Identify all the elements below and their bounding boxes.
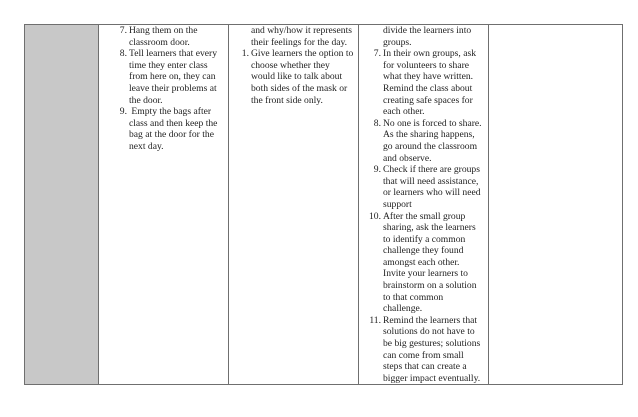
list-item: 9. Empty the bags after class and then keep the bag at the door for the next day. (119, 106, 220, 152)
activity-cell-1 (99, 25, 229, 385)
label-cell (25, 25, 99, 385)
lesson-table (24, 24, 623, 385)
list-item: 1. Give learners the option to choose whether they would like to talk about both sides of the mask or the front side only. (241, 48, 354, 106)
activity-cell-3 (359, 25, 489, 385)
list-item: 9. Check if there are groups that will need assistance, or learners who will need support (373, 164, 481, 210)
table-row (25, 25, 623, 385)
steps-list (365, 25, 484, 384)
list-item: 7. Hang them on the classroom door. (119, 25, 198, 48)
steps-list (233, 25, 354, 106)
list-item: 11. Remind the learners that solutions do not have to be big gestures; solutions can come from small steps that can create a bigger impact eventually. (369, 314, 481, 384)
list-item-continued: and why/how it represents their feelings for the day. (251, 25, 352, 48)
steps-list (111, 25, 224, 153)
list-item-continued: divide the learners into groups. (383, 25, 472, 48)
list-item: 8. No one is forced to share. As the sharing happens, go around the classroom and observe. (373, 117, 482, 164)
list-item: 8. Tell learners that every time they enter class from here on, they can leave their problems at the door. (119, 48, 218, 106)
list-item: 7. In their own groups, ask for volunteers to share what they have written. Remind the class about creating safe spaces for each other. (373, 48, 476, 118)
list-item: 10. After the small group sharing, ask the learners to identify a common challenge they found amongst each other. Invite your learners to brainstorm on a solution to that common challenge. (369, 210, 477, 315)
activity-cell-2 (229, 25, 359, 385)
empty-cell (489, 25, 623, 385)
